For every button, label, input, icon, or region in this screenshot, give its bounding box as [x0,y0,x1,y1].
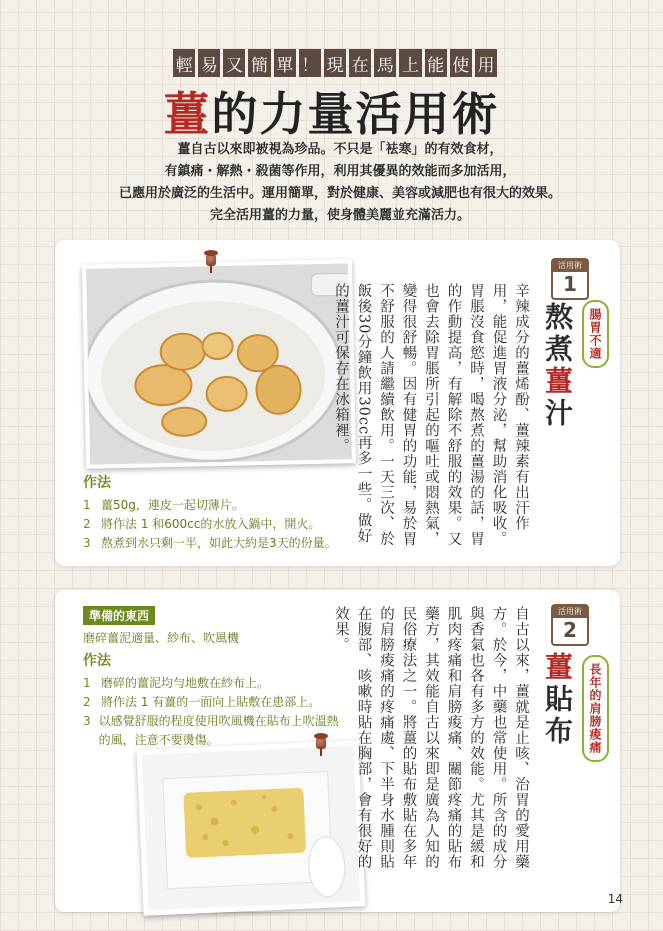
section2-body-text: 自古以來，薑就是止咳、治胃的愛用藥方。於今，中藥也常使用。所含的成分與香氣也各有多方的效能。尤其是緩和肌肉疼痛和肩膀痠痛、關節疼痛的貼布藥方，其效能自古以來即是廣為人知的民俗療法之一。將薑的貼布敷貼在多年的肩膀痠痛的疼痛處、下半身水腫則貼在腹部、咳嗽時貼在胸部，會有很好的效果。 [333,606,529,870]
step-number: 3 [83,714,91,728]
kicker-char: 輕 [173,49,195,77]
step-number: 1 [83,676,91,690]
section2-prep [83,606,239,646]
page-title-rest: 的力量活用術 [211,87,500,141]
section2-symptom-tag: 長年的肩膀痠痛 [582,655,609,762]
kicker-char: 使 [450,49,472,77]
kicker-char: 在 [349,49,371,77]
step-text: 將作法 1 和600cc的水放入鍋中，開火。 [101,517,321,531]
kicker-char: 用 [475,49,497,77]
section1-title-highlight: 薑 [541,366,574,398]
section2-title [537,652,577,748]
kicker-char: 易 [198,49,220,77]
page-number: 14 [607,892,623,906]
method-step [83,534,337,553]
intro-line: 薑自古以來即被視為珍品。不只是「袪寒」的有效食材， [177,142,503,157]
section2-method [83,650,348,750]
method-step [83,674,348,693]
section2-title-post: 貼布 [541,684,574,748]
kicker-char: ！ [299,49,321,77]
grated-ginger-on-gauze-image [142,745,361,910]
step-number: 3 [83,536,91,550]
kicker-char: 又 [223,49,245,77]
intro-line: 有鎮痛・解熱・殺菌等作用，利用其優異的效能而多加活用， [164,164,516,179]
section1-method [83,472,337,553]
kicker-char: 馬 [374,49,396,77]
step-number: 1 [83,498,91,512]
ginger-soup-photo [82,259,356,469]
step-text: 將作法 1 有薑的一面向上貼敷在患部上。 [101,695,321,709]
intro-paragraph [60,139,620,227]
push-pin-icon [206,254,216,266]
method-heading: 作法 [83,653,111,669]
intro-line: 完全活用薑的力量，使身體美麗並充滿活力。 [209,208,470,223]
method-step [83,693,348,712]
step-number: 2 [83,695,91,709]
section1-title [537,302,577,430]
page-title-first: 薑 [163,87,212,141]
method-badge-1 [551,258,589,300]
section1-body-text: 辛辣成分的薑烯酚、薑辣素有出汗作用，能促進胃液分泌，幫助消化吸收。胃脹沒食慾時，喝熬煮的薑湯的話，胃的作動提高，有解除不舒服的效果。又也會去除胃脹所引起的嘔吐或悶熱氣，變得很舒暢。因有健胃的功能，易於胃不舒服的人請繼續飲用。一天三次、於飯後30分鐘飲用30cc再多一些。做好的薑汁可保存在冰箱裡。 [333,283,529,547]
badge-number: 1 [563,272,577,296]
method-step [83,515,337,534]
kicker-char: 上 [399,49,421,77]
kicker-char: 簡 [248,49,270,77]
section1-symptom-tag: 腸胃不適 [582,300,609,368]
badge-label: 活用術 [553,260,587,272]
kicker-char: 單 [274,49,296,77]
kicker-char: 能 [425,49,447,77]
badge-number: 2 [563,618,577,642]
page-title [0,78,663,144]
step-number: 2 [83,517,91,531]
section1-title-post: 汁 [541,398,574,430]
method-step [83,496,337,515]
step-text: 以感覺舒服的程度使用吹風機在貼布上吹溫熱的風，注意不要燙傷。 [98,714,339,747]
method-heading: 作法 [83,475,111,491]
prep-items: 磨碎薑泥適量、紗布、吹風機 [83,631,240,645]
pot-with-ginger-slices-image [86,263,352,464]
badge-label: 活用術 [553,606,587,618]
header-kicker [173,49,497,77]
prep-label: 準備的東西 [83,606,155,625]
step-text: 磨碎的薑泥均勻地敷在紗布上。 [101,676,270,690]
section1-title-pre: 熬煮 [541,302,574,366]
step-text: 熬煮到水只剩一半，如此大約是3天的份量。 [101,536,337,550]
step-text: 薑50g，連皮一起切薄片。 [101,498,244,512]
push-pin-icon [316,737,326,749]
method-badge-2 [551,604,589,646]
ginger-compress-photo [136,740,365,916]
kicker-char: 現 [324,49,346,77]
section2-title-highlight: 薑 [541,652,574,684]
intro-line: 已應用於廣泛的生活中。運用簡單，對於健康、美容或減肥也有很大的效果。 [118,186,561,201]
